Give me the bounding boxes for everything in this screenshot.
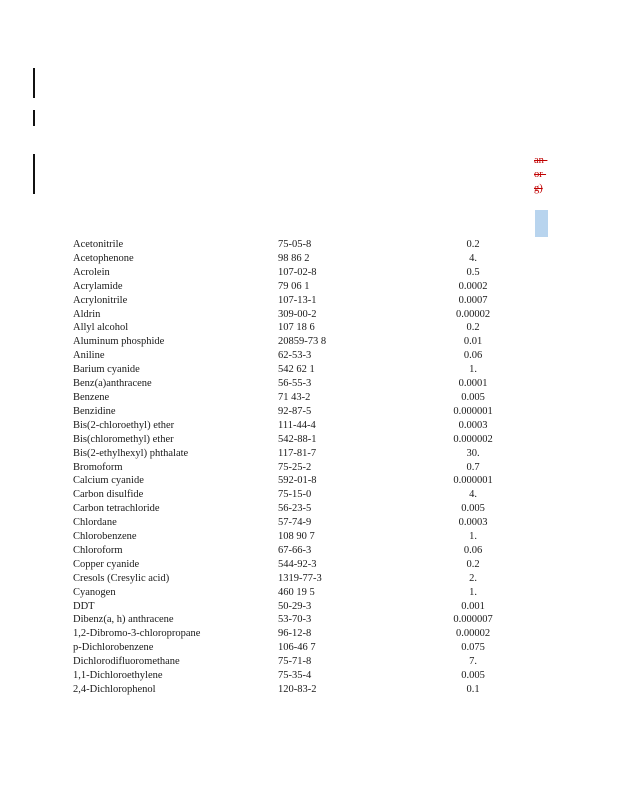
cas-number: 62-53-3: [278, 350, 312, 362]
cas-number: 79 06 1: [278, 280, 310, 292]
limit-value: 0.0003: [458, 419, 488, 431]
table-row: [73, 308, 548, 322]
table-row: [73, 335, 548, 349]
table-row: [73, 558, 548, 572]
chemical-name: p-Dichlorobenzene: [73, 642, 154, 654]
cas-number: 75-05-8: [278, 239, 312, 250]
limit-value: 4.: [469, 252, 477, 264]
chemical-name: 2,4-Dichlorophenol: [73, 684, 156, 695]
chemical-name: Carbon disulfide: [73, 489, 144, 501]
limit-value: 0.2: [466, 239, 480, 250]
chemical-name: Chlordane: [73, 517, 117, 529]
table-row: [73, 669, 548, 683]
table-row: [73, 474, 548, 488]
chemical-name: Acetonitrile: [73, 239, 124, 250]
table-row: [73, 433, 548, 447]
table-row: [73, 613, 548, 627]
table-row: [73, 544, 548, 558]
cas-number: 120-83-2: [278, 684, 317, 695]
cas-number: 50-29-3: [278, 600, 312, 612]
limit-value: 4.: [469, 489, 477, 501]
table-row: [73, 238, 548, 252]
cas-number: 57-74-9: [278, 517, 312, 529]
cas-number: 56-23-5: [278, 503, 312, 515]
chemical-name: Acrolein: [73, 266, 110, 278]
cas-number: 108 90 7: [278, 531, 315, 543]
chemical-name: Copper cyanide: [73, 558, 140, 570]
table-row: [73, 600, 548, 614]
chemical-name: 1,1-Dichloroethylene: [73, 670, 163, 682]
table-row: [73, 363, 548, 377]
cas-number: 460 19 5: [278, 586, 315, 598]
margin-note-strikethrough: [534, 154, 547, 196]
table-row: [73, 419, 548, 433]
cas-number: 96-12-8: [278, 628, 312, 640]
cas-number: 592-01-8: [278, 475, 317, 487]
chemical-name: Bis(2-chloroethyl) ether: [73, 419, 175, 431]
cas-number: 309-00-2: [278, 308, 317, 320]
chemical-name: Calcium cyanide: [73, 475, 144, 487]
table-row: [73, 294, 548, 308]
table-row: [73, 586, 548, 600]
limit-value: 0.06: [463, 544, 483, 556]
cas-number: 71 43-2: [278, 391, 311, 403]
table-row: [73, 391, 548, 405]
table-row: [73, 641, 548, 655]
chemical-name: Acrylonitrile: [73, 294, 128, 306]
limit-value: 30.: [466, 447, 480, 459]
cas-number: 56-55-3: [278, 378, 312, 390]
table-row: [73, 405, 548, 419]
chemical-name: DDT: [73, 600, 95, 612]
chemical-name: Barium cyanide: [73, 364, 140, 376]
limit-value: 0.2: [466, 558, 480, 570]
table-row: [73, 266, 548, 280]
table-row: [73, 280, 548, 294]
limit-value: 0.01: [463, 336, 483, 348]
table-row: [73, 627, 548, 641]
margin-note-line: g): [534, 183, 543, 194]
cas-number: 75-71-8: [278, 656, 312, 668]
chemical-table: [73, 238, 548, 697]
highlight-marker: [535, 210, 548, 237]
margin-note-line: an-: [534, 155, 548, 166]
cas-number: 92-87-5: [278, 405, 312, 417]
limit-value: 0.7: [466, 461, 480, 473]
cas-number: 98 86 2: [278, 252, 310, 264]
chemical-name: Aluminum phosphide: [73, 336, 165, 348]
chemical-name: Bis(chloromethyl) ether: [73, 433, 174, 445]
limit-value: 0.075: [461, 642, 485, 654]
change-bar: [33, 110, 35, 126]
chemical-name: Carbon tetrachloride: [73, 503, 160, 515]
limit-value: 1.: [469, 531, 477, 543]
cas-number: 107 18 6: [278, 322, 315, 334]
table-row: [73, 461, 548, 475]
chemical-name: Benzene: [73, 391, 110, 403]
limit-value: 0.000001: [453, 405, 493, 417]
limit-value: 0.000001: [453, 475, 493, 487]
chemical-name: Chlorobenzene: [73, 531, 137, 543]
table-row: [73, 502, 548, 516]
chemical-name: Cyanogen: [73, 586, 116, 598]
cas-number: 1319-77-3: [278, 572, 322, 584]
chemical-name: Acrylamide: [73, 280, 123, 292]
limit-value: 0.000007: [453, 614, 493, 626]
chemical-name: Aldrin: [73, 308, 101, 320]
chemical-name: Cresols (Cresylic acid): [73, 572, 170, 584]
chemical-name: Benzidine: [73, 405, 116, 417]
limit-value: 2.: [469, 572, 477, 584]
table-row: [73, 530, 548, 544]
limit-value: 0.0007: [458, 294, 488, 306]
table-row: [73, 252, 548, 266]
table-row: [73, 516, 548, 530]
limit-value: 1.: [469, 364, 477, 376]
change-bar: [33, 154, 35, 194]
limit-value: 0.0002: [458, 280, 488, 292]
chemical-name: Bromoform: [73, 461, 123, 473]
limit-value: 0.0001: [458, 378, 488, 390]
limit-value: 0.001: [461, 600, 485, 612]
cas-number: 75-25-2: [278, 461, 312, 473]
change-bar: [33, 68, 35, 98]
table-row: [73, 377, 548, 391]
cas-number: 542-88-1: [278, 433, 317, 445]
limit-value: 0.1: [466, 684, 480, 695]
chemical-name: Acetophenone: [73, 252, 134, 264]
limit-value: 7.: [469, 656, 477, 668]
table-row: [73, 349, 548, 363]
cas-number: 111-44-4: [278, 419, 316, 431]
cas-number: 117-81-7: [278, 447, 317, 459]
table-row: [73, 572, 548, 586]
limit-value: 0.06: [463, 350, 483, 362]
cas-number: 67-66-3: [278, 544, 312, 556]
limit-value: 0.00002: [455, 628, 491, 640]
chemical-name: Dibenz(a, h) anthracene: [73, 614, 174, 626]
table-row: [73, 447, 548, 461]
limit-value: 0.000002: [453, 433, 493, 445]
table-row: [73, 488, 548, 502]
cas-number: 107-13-1: [278, 294, 317, 306]
cas-number: 75-15-0: [278, 489, 312, 501]
limit-value: 0.00002: [455, 308, 491, 320]
chemical-name: 1,2-Dibromo-3-chloropropane: [73, 628, 201, 640]
chemical-name: Chloroform: [73, 544, 123, 556]
cas-number: 107-02-8: [278, 266, 317, 278]
chemical-name: Benz(a)anthracene: [73, 378, 152, 390]
limit-value: 0.005: [461, 670, 485, 682]
limit-value: 1.: [469, 586, 477, 598]
cas-number: 542 62 1: [278, 364, 315, 376]
cas-number: 20859-73 8: [278, 336, 327, 348]
table-row: [73, 655, 548, 669]
cas-number: 53-70-3: [278, 614, 312, 626]
limit-value: 0.5: [466, 266, 480, 278]
table-row: [73, 321, 548, 335]
cas-number: 544-92-3: [278, 558, 317, 570]
chemical-name: Aniline: [73, 350, 105, 362]
cas-number: 106-46 7: [278, 642, 316, 654]
limit-value: 0.2: [466, 322, 480, 334]
chemical-name: Dichlorodifluoromethane: [73, 656, 180, 668]
chemical-name: Bis(2-ethylhexyl) phthalate: [73, 447, 189, 459]
margin-note-line: or-: [534, 169, 547, 180]
limit-value: 0.005: [461, 503, 485, 515]
chemical-name: Allyl alcohol: [73, 322, 129, 334]
limit-value: 0.0003: [458, 517, 488, 529]
table-row: [73, 683, 548, 697]
limit-value: 0.005: [461, 391, 485, 403]
cas-number: 75-35-4: [278, 670, 312, 682]
